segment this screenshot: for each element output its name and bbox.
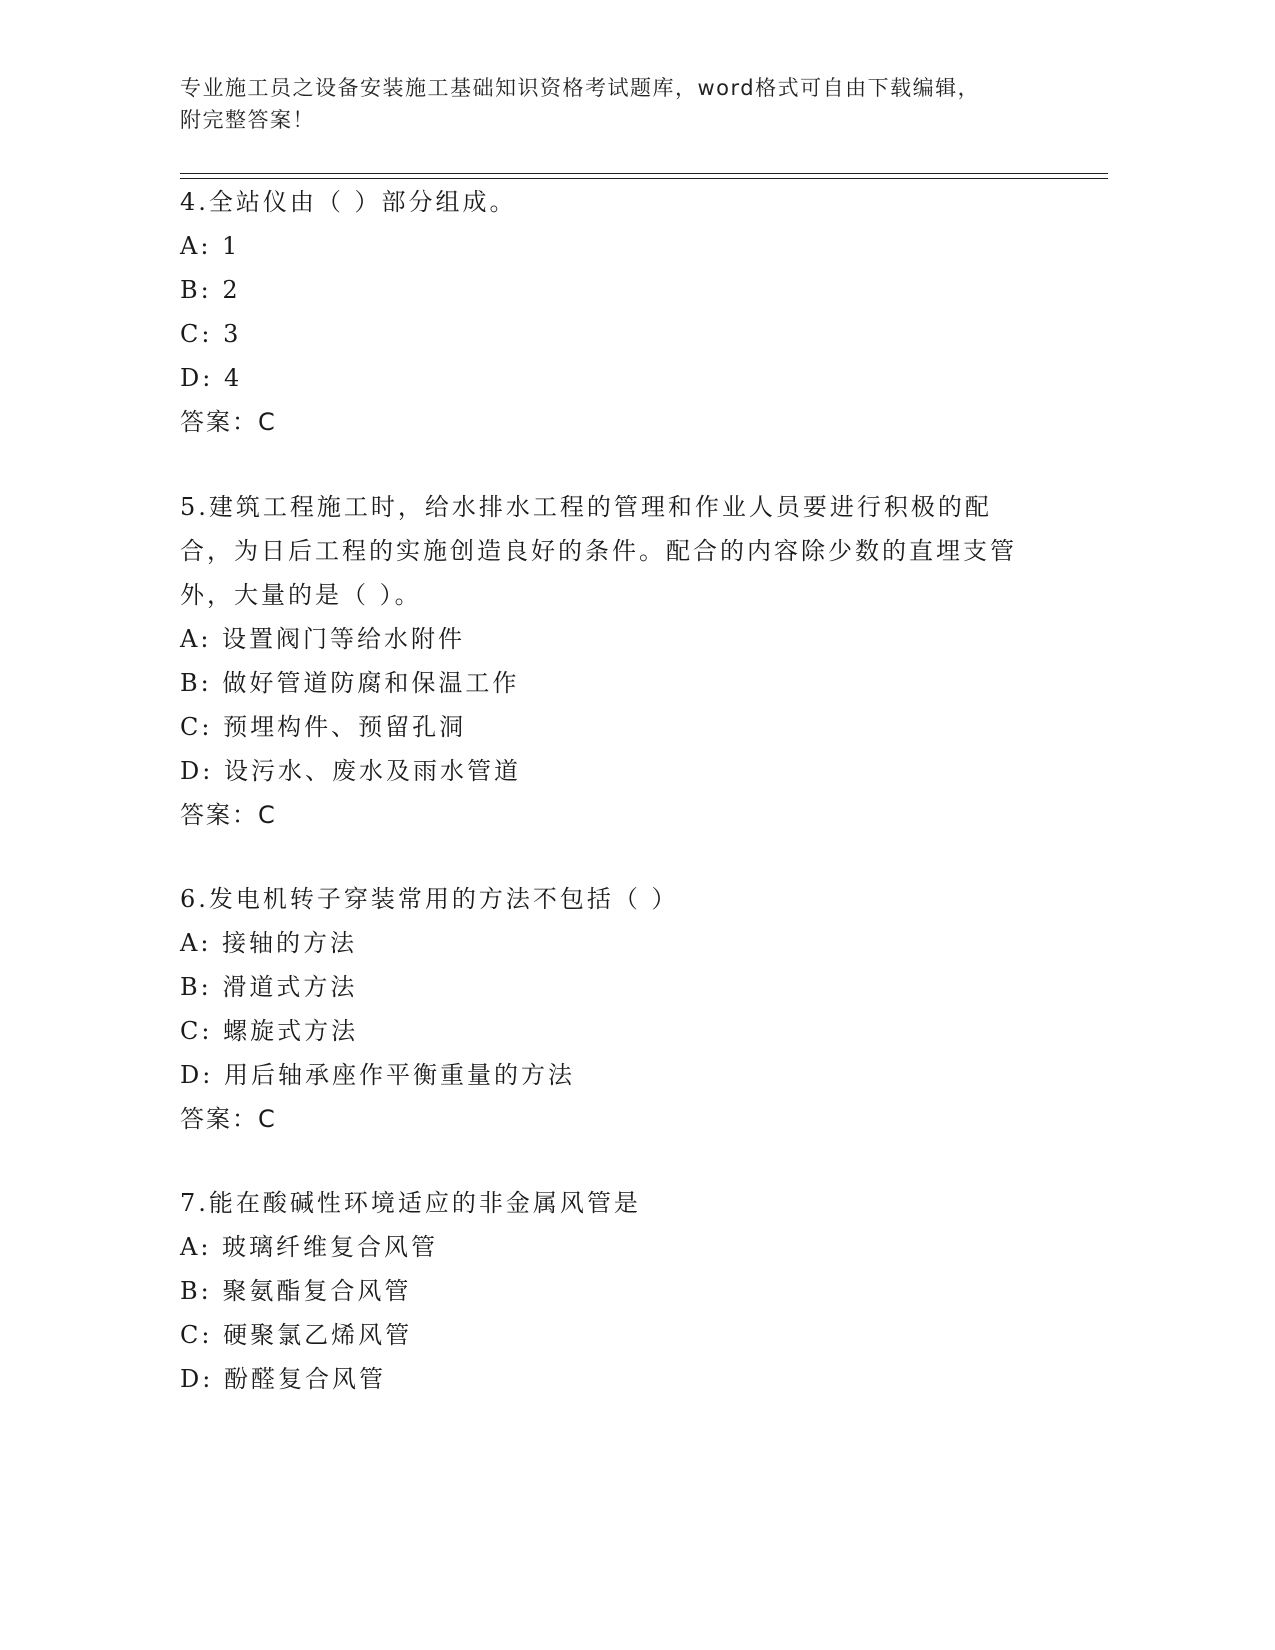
question-5 bbox=[180, 485, 1040, 837]
question-4 bbox=[180, 180, 1040, 444]
header-line-1: 专业施工员之设备安装施工基础知识资格考试题库，word格式可自由下载编辑， bbox=[180, 76, 981, 100]
option-c: C: 预埋构件、预留孔洞 bbox=[180, 713, 467, 741]
option-c: C: 硬聚氯乙烯风管 bbox=[180, 1321, 413, 1349]
question-stem: 5.建筑工程施工时，给水排水工程的管理和作业人员要进行积极的配合，为日后工程的实施创造良好的条件。配合的内容除少数的直埋支管外，大量的是（ ）。 bbox=[180, 493, 1017, 609]
question-stem: 6.发电机转子穿装常用的方法不包括（ ） bbox=[180, 885, 679, 913]
option-b: B: 聚氨酯复合风管 bbox=[180, 1277, 412, 1305]
option-d: D: 4 bbox=[180, 364, 243, 392]
header-divider-bottom bbox=[180, 178, 1108, 179]
answer: 答案：C bbox=[180, 408, 277, 436]
question-stem: 7.能在酸碱性环境适应的非金属风管是 bbox=[180, 1189, 641, 1217]
option-d: D: 设污水、废水及雨水管道 bbox=[180, 757, 521, 785]
header-line-2: 附完整答案！ bbox=[180, 108, 315, 132]
option-a: A: 设置阀门等给水附件 bbox=[180, 625, 466, 653]
option-c: C: 3 bbox=[180, 320, 242, 348]
option-a: A: 接轴的方法 bbox=[180, 929, 358, 957]
option-b: B: 做好管道防腐和保温工作 bbox=[180, 669, 520, 697]
option-d: D: 酚醛复合风管 bbox=[180, 1365, 386, 1393]
question-6 bbox=[180, 877, 1040, 1141]
option-d: D: 用后轴承座作平衡重量的方法 bbox=[180, 1061, 575, 1089]
header-divider-top bbox=[180, 173, 1108, 174]
document-header bbox=[180, 72, 1050, 136]
option-b: B: 滑道式方法 bbox=[180, 973, 358, 1001]
option-a: A: 1 bbox=[180, 232, 241, 260]
answer: 答案：C bbox=[180, 1105, 277, 1133]
question-stem: 4.全站仪由（ ）部分组成。 bbox=[180, 188, 517, 216]
question-7 bbox=[180, 1181, 1040, 1401]
option-b: B: 2 bbox=[180, 276, 241, 304]
option-a: A: 玻璃纤维复合风管 bbox=[180, 1233, 439, 1261]
answer: 答案：C bbox=[180, 801, 277, 829]
option-c: C: 螺旋式方法 bbox=[180, 1017, 359, 1045]
